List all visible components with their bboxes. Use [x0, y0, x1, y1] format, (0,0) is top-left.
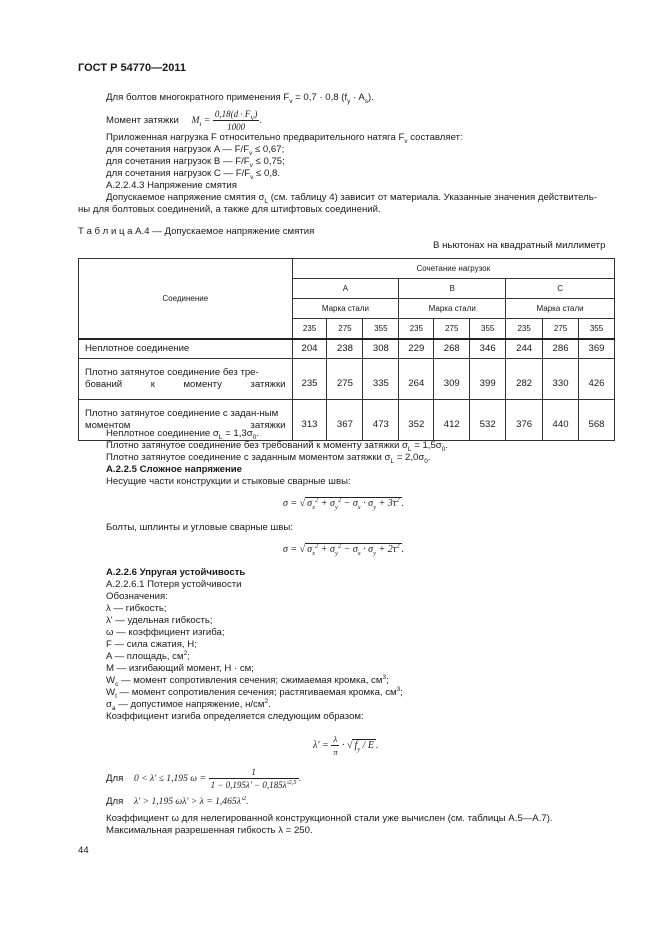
steel-grade-header: Марка стали — [292, 299, 399, 319]
formula-omega-2: Для λ' > 1,195 $\omega\lambda' > \lambda = 1,465\lambda'^2$. — [106, 794, 249, 807]
coef-def-line: Коэффициент изгиба определяется следующим образом: — [106, 711, 364, 722]
value-cell: 346 — [470, 339, 506, 359]
value-cell: 244 — [506, 339, 543, 359]
notation-item: $W_c$ — момент сопротивления сечения; сжимаемая кромка, $см^3$; — [106, 673, 389, 688]
applied-load-line: Приложенная нагрузка F относительно предварительного натяга $F_v$ составляет: — [106, 132, 463, 145]
col-header-connection: Соединение — [79, 259, 293, 340]
section-a226: А.2.2.6 Упругая устойчивость — [106, 567, 246, 578]
formula-omega-1: Для 0 < λ' ≤ 1,195 ω = $\frac{1}{1 - 0,195\lambda' - 0,185\lambda'^{2,5}}$ . — [106, 767, 302, 790]
row-label: Плотно затянутое соединение с задан-ным моментом затяжки — [79, 400, 293, 441]
value-cell: 204 — [292, 339, 327, 359]
grade-cell: 275 — [543, 319, 579, 340]
grade-cell: 275 — [327, 319, 363, 340]
bolts-line: Болты, шплинты и угловые сварные швы: — [106, 522, 293, 533]
notation-label: Обозначения: — [106, 591, 168, 602]
tightening-moment: Момент затяжки $M_t$ = $\frac{0,18(d \cdot F_V)}{1000}$ . — [106, 109, 262, 132]
section-a2261: А.2.2.6.1 Потеря устойчивости — [106, 579, 242, 590]
notation-item: F — сила сжатия, Н; — [106, 639, 197, 650]
value-cell: 412 — [434, 400, 470, 441]
note-tight-moment: Плотно затянутое соединение с заданным моментом затяжки $\sigma_L = 2,0\sigma_0$. — [106, 452, 431, 465]
value-cell: 568 — [579, 400, 615, 441]
notation-item: $W_t$ — момент сопротивления сечения; растягиваемая кромка, $см^3$; — [106, 685, 403, 700]
value-cell: 367 — [327, 400, 363, 441]
grade-cell: 275 — [434, 319, 470, 340]
comb-a: для сочетания нагрузок A — $F/F_v \le 0,67$; — [106, 144, 285, 157]
value-cell: 309 — [434, 359, 470, 400]
grade-cell: 355 — [470, 319, 506, 340]
multi-use-bolts-line: Для болтов многократного применения $F_v = 0,7 \cdot 0,8$ $(f_y \cdot A_s)$. — [106, 92, 374, 105]
value-cell: 229 — [399, 339, 434, 359]
group-b: B — [399, 279, 506, 299]
bearing-stress-table — [78, 258, 615, 441]
value-cell: 238 — [327, 339, 363, 359]
value-cell: 268 — [434, 339, 470, 359]
table-units: В ньютонах на квадратный миллиметр — [433, 240, 606, 251]
group-a: A — [292, 279, 399, 299]
note-tight: Плотно затянутое соединение без требований к моменту затяжки $\sigma_L = 1,5\sigma_0$. — [106, 440, 449, 453]
value-cell: 264 — [399, 359, 434, 400]
value-cell: 399 — [470, 359, 506, 400]
value-cell: 426 — [579, 359, 615, 400]
steel-grade-header: Марка стали — [506, 299, 615, 319]
notation-item: ω — коэффициент изгиба; — [106, 627, 225, 638]
value-cell: 335 — [363, 359, 399, 400]
value-cell: 473 — [363, 400, 399, 441]
grade-cell: 355 — [579, 319, 615, 340]
section-a2243: А.2.2.4.3 Напряжение смятия — [106, 180, 237, 191]
notation-item: A — площадь, $см^2$; — [106, 649, 190, 662]
doc-title: ГОСТ Р 54770—2011 — [78, 62, 186, 74]
value-cell: 352 — [399, 400, 434, 441]
table-caption: Т а б л и ц а А.4 — Допускаемое напряжение смятия — [78, 226, 315, 237]
value-cell: 275 — [327, 359, 363, 400]
value-cell: 235 — [292, 359, 327, 400]
formula-complex-2: σ = √ $\sigma_x^2 + \sigma_y^2 - \sigma_x \cdot \sigma_y + 2\tau^2$ . — [283, 542, 405, 557]
value-cell: 440 — [543, 400, 579, 441]
allow-para-line1: Допускаемое напряжение смятия $\sigma_L$ (см. таблицу 4) зависит от материала. Указанные значения действитель- — [106, 192, 597, 205]
note-loose: Неплотное соединение $\sigma_L = 1,3\sigma_0$. — [106, 428, 259, 441]
comb-b: для сочетания нагрузок B — $F/F_v \le 0,75$; — [106, 156, 285, 169]
comb-c: для сочетания нагрузок C — $F/F_v \le 0,8$. — [106, 168, 280, 181]
row-label: Неплотное соединение — [79, 339, 293, 359]
formula-specific-slenderness: λ' = $\frac{\lambda}{\pi}$ · √ $f_y$ / E . — [313, 734, 379, 757]
final-line-2: Максимальная разрешенная гибкость λ = 250. — [106, 825, 313, 836]
group-c: C — [506, 279, 615, 299]
notation-item: λ' — удельная гибкость; — [106, 615, 213, 626]
steel-grade-header: Марка стали — [399, 299, 506, 319]
page-number: 44 — [78, 845, 89, 856]
final-line-1: Коэффициент ω для нелегированной конструкционной стали уже вычислен (см. таблицы А.5—А.7). — [106, 813, 553, 824]
notation-item: M — изгибающий момент, Н · см; — [106, 663, 254, 674]
value-cell: 330 — [543, 359, 579, 400]
value-cell: 282 — [506, 359, 543, 400]
value-cell: 286 — [543, 339, 579, 359]
carrying-parts-line: Несущие части конструкции и стыковые сварные швы: — [106, 476, 351, 487]
value-cell: 308 — [363, 339, 399, 359]
notation-item: $\sigma_a$ — допустимое напряжение, $н/см^2$. — [106, 697, 271, 712]
col-header-combination: Сочетание нагрузок — [292, 259, 614, 279]
table-row — [79, 339, 615, 359]
notation-item: λ — гибкость; — [106, 603, 167, 614]
row-label: Плотно затянутое соединение без тре-бований к моменту затяжки — [79, 359, 293, 400]
value-cell: 532 — [470, 400, 506, 441]
value-cell: 376 — [506, 400, 543, 441]
grade-cell: 355 — [363, 319, 399, 340]
grade-cell: 235 — [399, 319, 434, 340]
section-a225: А.2.2.5 Сложное напряжение — [106, 464, 242, 475]
table-row — [79, 359, 615, 400]
allow-para-line2: ны для болтовых соединений, а также для штифтовых соединений. — [78, 204, 381, 215]
formula-complex-1: σ = √ $\sigma_x^2 + \sigma_y^2 - \sigma_x \cdot \sigma_y + 3\tau^2$ . — [283, 496, 405, 511]
grade-cell: 235 — [292, 319, 327, 340]
value-cell: 313 — [292, 400, 327, 441]
grade-cell: 235 — [506, 319, 543, 340]
value-cell: 369 — [579, 339, 615, 359]
